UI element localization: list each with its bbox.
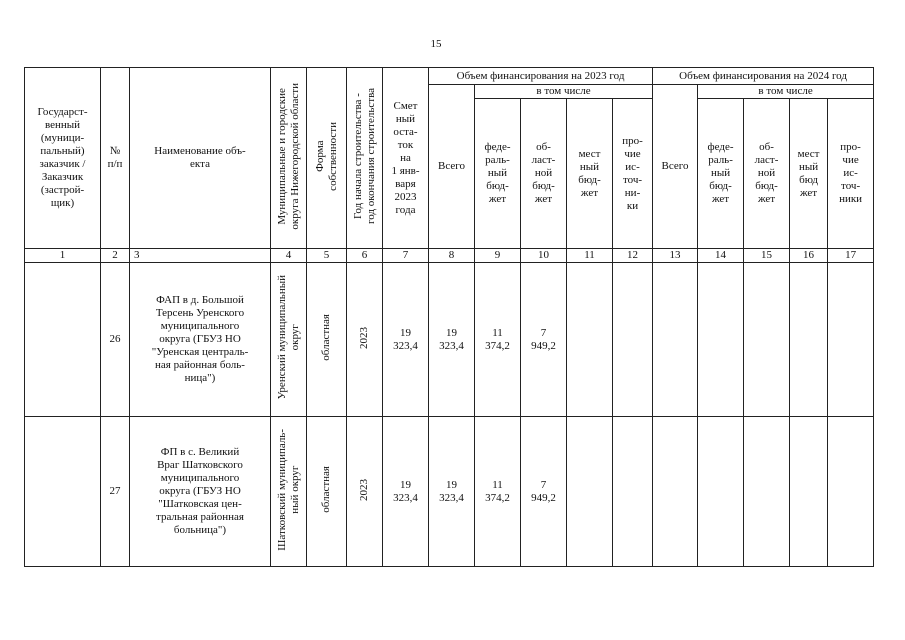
row-num: 26 xyxy=(101,263,130,417)
header-num: № п/п xyxy=(101,68,130,249)
row-total-2023: 19 323,4 xyxy=(429,263,475,417)
row-federal-2023: 11 374,2 xyxy=(475,263,521,417)
header-local-2023: мест ный бюд- жет xyxy=(567,99,613,249)
col-number: 5 xyxy=(307,249,347,263)
col-number: 15 xyxy=(744,249,790,263)
row-regional-2023: 7 949,2 xyxy=(521,263,567,417)
header-ownership: Форма собственности xyxy=(307,68,347,249)
col-number: 10 xyxy=(521,249,567,263)
header-years: Год начала строительства - год окончания строительства xyxy=(347,68,383,249)
header-fin-2024: Объем финансирования на 2024 год xyxy=(653,68,874,85)
row-customer xyxy=(25,263,101,417)
row-local-2023 xyxy=(567,263,613,417)
col-number: 13 xyxy=(653,249,698,263)
row-years: 2023 xyxy=(347,263,383,417)
header-estimate: Смет ный оста- ток на 1 янв- варя 2023 года xyxy=(383,68,429,249)
table-row xyxy=(25,417,874,567)
header-municipal: Муниципальные и городские округа Нижегородской области xyxy=(271,68,307,249)
col-number: 11 xyxy=(567,249,613,263)
row-customer xyxy=(25,417,101,567)
financing-table xyxy=(24,67,874,567)
col-number: 17 xyxy=(828,249,874,263)
col-number: 16 xyxy=(790,249,828,263)
column-number-row xyxy=(25,249,874,263)
header-incl-2023: в том числе xyxy=(475,85,653,99)
header-total-2024: Всего xyxy=(653,85,698,249)
row-local-2023 xyxy=(567,417,613,567)
row-other-2024 xyxy=(828,263,874,417)
header-fin-2023: Объем финансирования на 2023 год xyxy=(429,68,653,85)
header-other-2023: про- чие ис- точ- ни- ки xyxy=(613,99,653,249)
row-other-2023 xyxy=(613,263,653,417)
col-number: 3 xyxy=(130,249,271,263)
row-local-2024 xyxy=(790,263,828,417)
header-local-2024: мест ный бюд жет xyxy=(790,99,828,249)
row-other-2024 xyxy=(828,417,874,567)
col-number: 12 xyxy=(613,249,653,263)
row-object-name: ФП в с. Великий Враг Шатковского муниципального округа (ГБУЗ НО "Шатковская цен- тральная районная больница") xyxy=(130,417,271,567)
header-regional-2024: об- ласт- ной бюд- жет xyxy=(744,99,790,249)
row-federal-2023: 11 374,2 xyxy=(475,417,521,567)
col-number: 6 xyxy=(347,249,383,263)
row-num: 27 xyxy=(101,417,130,567)
row-other-2023 xyxy=(613,417,653,567)
row-years: 2023 xyxy=(347,417,383,567)
row-federal-2024 xyxy=(698,417,744,567)
header-federal-2024: феде- раль- ный бюд- жет xyxy=(698,99,744,249)
col-number: 1 xyxy=(25,249,101,263)
col-number: 14 xyxy=(698,249,744,263)
row-estimate: 19 323,4 xyxy=(383,263,429,417)
col-number: 4 xyxy=(271,249,307,263)
col-number: 7 xyxy=(383,249,429,263)
row-ownership: областная xyxy=(307,417,347,567)
row-total-2023: 19 323,4 xyxy=(429,417,475,567)
row-total-2024 xyxy=(653,263,698,417)
col-number: 2 xyxy=(101,249,130,263)
col-number: 8 xyxy=(429,249,475,263)
row-local-2024 xyxy=(790,417,828,567)
header-federal-2023: феде- раль- ный бюд- жет xyxy=(475,99,521,249)
header-incl-2024: в том числе xyxy=(698,85,874,99)
row-ownership: областная xyxy=(307,263,347,417)
col-number: 9 xyxy=(475,249,521,263)
row-total-2024 xyxy=(653,417,698,567)
header-customer: Государст- венный (муници- пальный) заказчик / Заказчик (застрой- щик) xyxy=(25,68,101,249)
row-estimate: 19 323,4 xyxy=(383,417,429,567)
row-regional-2024 xyxy=(744,263,790,417)
page-number: 15 xyxy=(430,38,442,50)
header-total-2023: Всего xyxy=(429,85,475,249)
row-municipal: Шатковский муниципаль- ный округ xyxy=(271,417,307,567)
header-other-2024: про- чие ис- точ- ники xyxy=(828,99,874,249)
row-federal-2024 xyxy=(698,263,744,417)
row-regional-2024 xyxy=(744,417,790,567)
row-regional-2023: 7 949,2 xyxy=(521,417,567,567)
row-object-name: ФАП в д. Большой Терсень Уренского муниципального округа (ГБУЗ НО "Уренская централь- ная районная боль- ница") xyxy=(130,263,271,417)
header-regional-2023: об- ласт- ной бюд- жет xyxy=(521,99,567,249)
header-name: Наименование объ- екта xyxy=(130,68,271,249)
row-municipal: Уренский муниципальный округ xyxy=(271,263,307,417)
table-row xyxy=(25,263,874,417)
